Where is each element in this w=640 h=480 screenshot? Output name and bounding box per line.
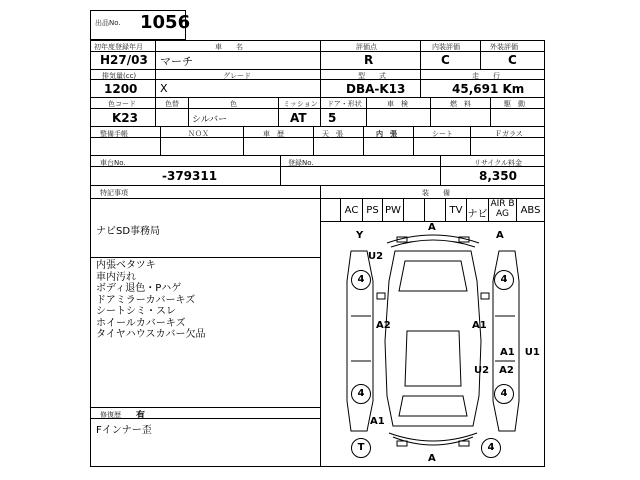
remark-item: ドアミラーカバーキズ <box>96 294 196 306</box>
color-code-value: K23 <box>112 111 138 125</box>
name-label: 車 名 <box>215 43 243 51</box>
fuel-label: 燃 料 <box>450 100 471 108</box>
drive-label: 駆 動 <box>504 100 525 108</box>
special-notes-value: ナビSD事務局 <box>96 226 161 237</box>
year-label: 初年度登録年月 <box>94 43 143 51</box>
glass-label: Ｆガラス <box>495 130 523 138</box>
interior-trim-label: 内 張 <box>376 130 397 138</box>
color-change-label: 色替 <box>165 100 179 108</box>
mark-t: T <box>351 438 371 458</box>
mark-a-top: A <box>428 222 436 233</box>
color-label: 色 <box>230 100 237 108</box>
remark-item: タイヤハウスカバー欠品 <box>96 329 206 340</box>
tire-rear-left: 4 <box>351 384 371 404</box>
mark-u2-top: U2 <box>368 251 384 262</box>
interior-score-value: C <box>441 53 450 67</box>
lot-number-value: 1056 <box>140 12 191 33</box>
recycle-label: リサイクル料金 <box>474 159 523 167</box>
equipment-navi: ナビ <box>467 209 488 220</box>
equipment-airbag: AIR BAG <box>490 199 515 219</box>
mark-a1-u1: A1 U1 <box>500 347 540 358</box>
equipment-pw: PW <box>385 205 401 216</box>
equipment-tv: TV <box>449 205 463 216</box>
color-value: シルバー <box>192 115 228 125</box>
displacement-value: 1200 <box>104 82 138 96</box>
remark-item: ホイールカバーキズ <box>96 317 186 329</box>
spare-tire: 4 <box>481 438 501 458</box>
inspection-label: 車 検 <box>387 100 408 108</box>
equipment-label: 装 備 <box>422 189 450 197</box>
interior-score-label: 内装評価 <box>432 43 460 51</box>
mark-a1-bottom: A1 <box>370 416 385 427</box>
seat-label: シート <box>432 130 453 138</box>
equipment-ac: AC <box>344 205 359 216</box>
model-value: DBA-K13 <box>346 82 406 96</box>
repair-note: Fインナー歪 <box>96 425 152 436</box>
mark-a-top-right: A <box>496 230 504 241</box>
chassis-value: -379311 <box>162 169 218 183</box>
mileage-label: 走 行 <box>472 72 500 80</box>
lot-number-label: 出品No. <box>95 19 121 27</box>
chassis-label: 車台No. <box>100 159 126 167</box>
tire-front-left: 4 <box>351 270 371 290</box>
equipment-ps: PS <box>366 205 379 216</box>
mission-label: ミッション <box>283 100 318 108</box>
color-code-label: 色コード <box>108 100 136 108</box>
doors-value: 5 <box>328 111 337 125</box>
remark-item: ボディ退色・Pハゲ <box>96 283 182 294</box>
mark-a2-left: A2 <box>376 320 391 331</box>
mark-a1-right: A1 <box>472 320 487 331</box>
mark-y: Y <box>356 230 364 241</box>
grade-value: X <box>160 82 168 95</box>
grade-label: グレード <box>223 72 251 80</box>
score-value: R <box>364 53 374 67</box>
registration-label: 登録No. <box>288 159 314 167</box>
repair-history-value: 有 <box>136 411 146 421</box>
roof-label: 天 張 <box>322 130 343 138</box>
remark-item: シートシミ・スレ <box>96 306 176 317</box>
special-notes-label: 特記事項 <box>100 189 128 197</box>
mark-u2-a2: U2 A2 <box>474 365 514 376</box>
nox-label: ＮＯＸ <box>188 130 209 138</box>
score-label: 評価点 <box>356 43 377 51</box>
repair-history-label: 修復歴 <box>100 411 121 419</box>
year-value: H27/03 <box>100 53 148 67</box>
equipment-abs: ABS <box>520 205 541 216</box>
mission-value: AT <box>290 111 307 125</box>
mark-a-bottom: A <box>428 453 436 464</box>
mileage-value: 45,691 Km <box>452 82 525 96</box>
displacement-label: 排気量(cc) <box>102 72 137 80</box>
remarks-list <box>96 260 206 341</box>
manual-label: 整備手帳 <box>100 130 128 138</box>
exterior-score-value: C <box>508 53 517 67</box>
tire-front-right: 4 <box>494 270 514 290</box>
tire-rear-right: 4 <box>494 384 514 404</box>
exterior-score-label: 外装評価 <box>490 43 518 51</box>
model-label: 型 式 <box>358 72 386 80</box>
remark-item: 車内汚れ <box>96 271 136 283</box>
name-value: マーチ <box>160 55 193 68</box>
doors-label: ドア・形状 <box>327 100 362 108</box>
remark-item: 内張ベタツキ <box>96 260 156 271</box>
recycle-value: 8,350 <box>479 169 517 183</box>
history-label: 車 歴 <box>263 130 284 138</box>
